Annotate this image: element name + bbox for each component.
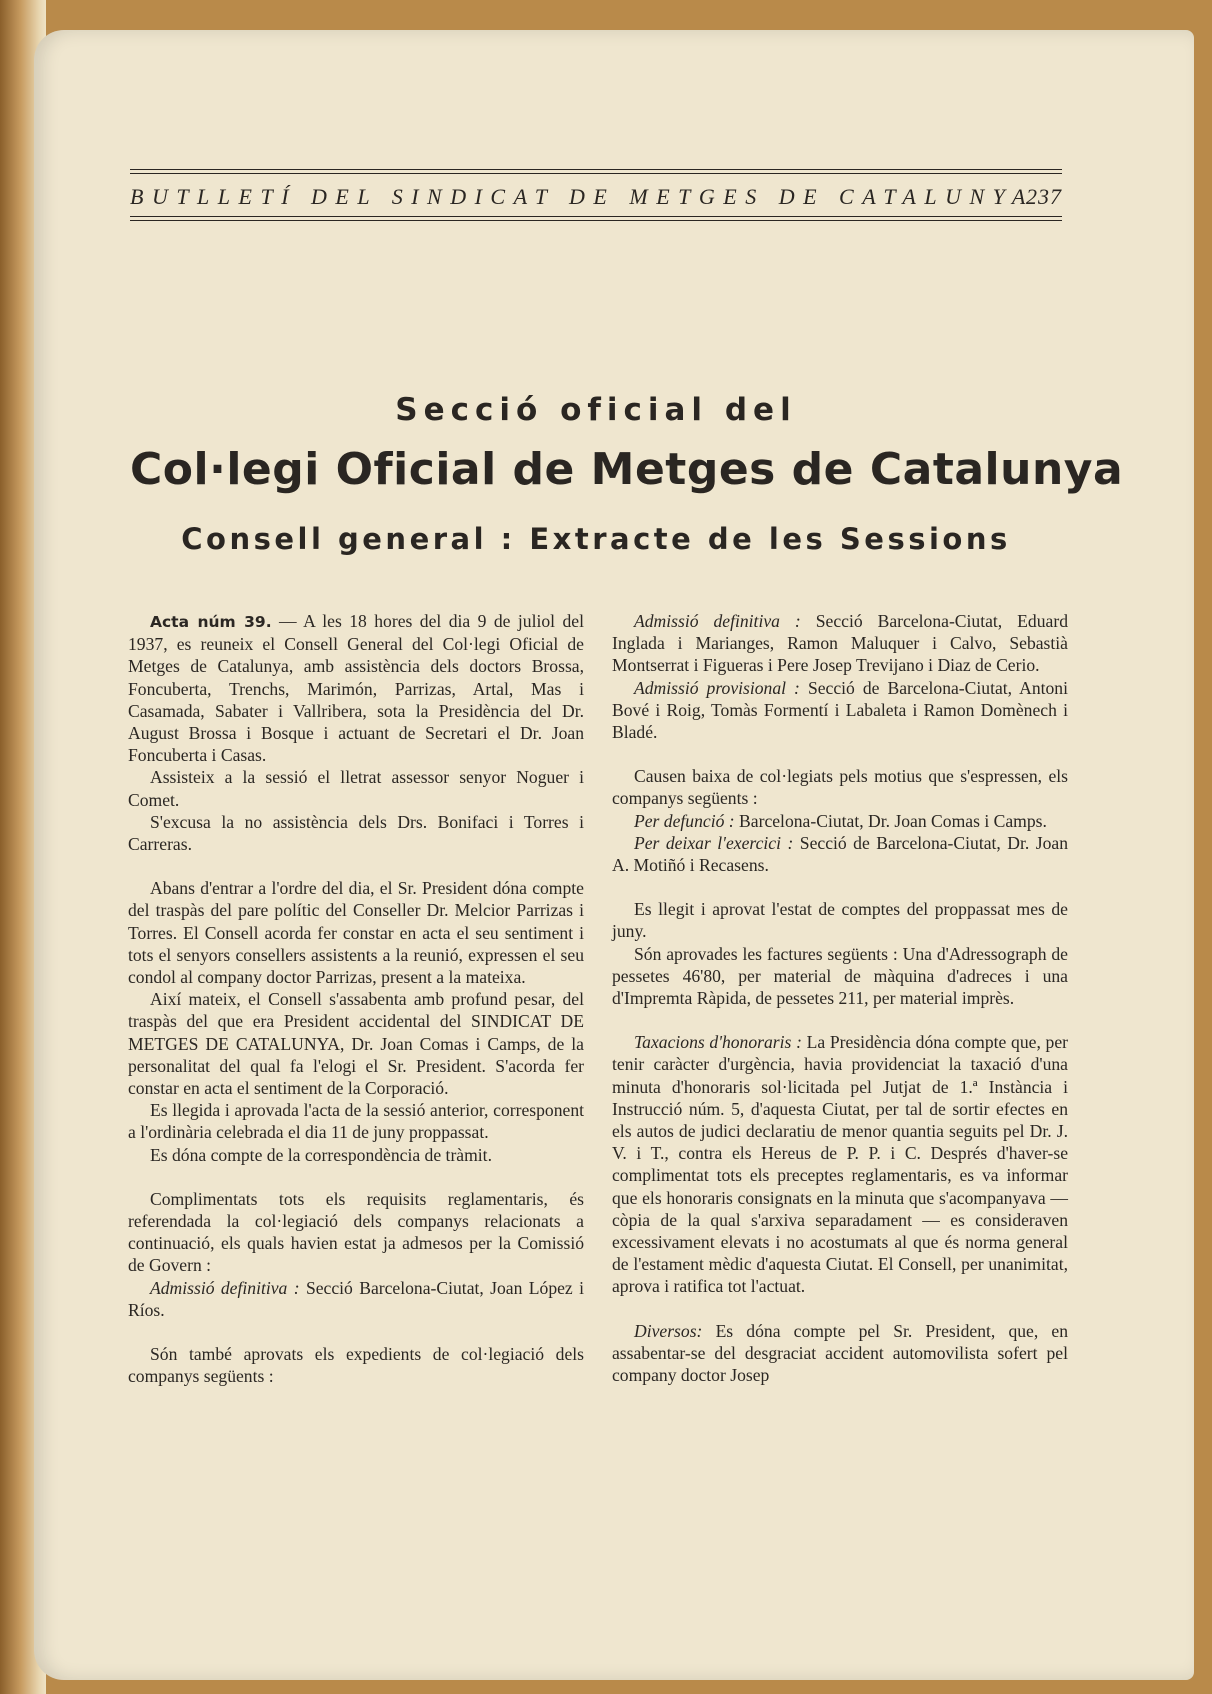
- paragraph: Admissió definitiva : Secció Barcelona-Ciutat, Eduard Inglada i Marianges, Ramon Maluquer i Calvo, Sebastià Montserrat i Figueras i Pere Josep Trevijano i Diaz de Cerio.: [612, 611, 1068, 676]
- paragraph: Taxacions d'honoraris : La Presidència dóna compte que, per tenir caràcter d'urgència, havia providenciat la taxació d'una minuta d'honoraris sol·licitada pel Jutjat de 1.ª Instància i Instrucció núm. 5, d'aquesta Ciutat, per tal de sortir efectes en els autos de judici declaratiu de menor quantia seguits pel Dr. J. V. i T., contra els Hereus de P. P. i C. Després d'haver-se complimentat tots els preceptes reglamentaris, es va informar que els honoraris consignats en la minuta que s'acompanyava — còpia de la qual s'arxiva separadament — es consideraven excessivament elevats i no acostumats al que és norma general de l'estament mèdic d'aquesta Ciutat. El Consell, per unanimitat, aprova i ratifica tot l'actuat.: [612, 1032, 1068, 1297]
- page-number: 237: [1026, 184, 1062, 209]
- paragraph: S'excusa la no assistència dels Drs. Bonifaci i Torres i Carreras.: [128, 811, 584, 855]
- paragraph: Abans d'entrar a l'ordre del dia, el Sr. President dóna compte del traspàs del pare polític del Conseller Dr. Melcior Parrizas i Torres. El Consell acorda fer constar en acta el seu sentiment i tots el senyors consellers assistents a la reunió, expressen el seu condol al company doctor Parrizas, present a la mateixa.: [128, 878, 584, 988]
- paragraph: Es llegida i aprovada l'acta de la sessió anterior, corresponent a l'ordinària celebrada el dia 11 de juny proppassat.: [128, 1100, 584, 1143]
- paragraph: Es llegit i aprovat l'estat de comptes del proppassat mes de juny.: [612, 899, 1068, 942]
- paragraph: Diversos: Es dóna compte pel Sr. President, que, en assabentar-se del desgraciat accident automovilista sofert pel company doctor Josep: [612, 1320, 1068, 1386]
- paragraph: Complimentats tots els requisits reglamentaris, és referendada la col·legiació dels companys relacionats a continuació, els quals havien estat ja admesos per la Comissió de Govern :: [128, 1188, 584, 1276]
- running-title: BUTLLETÍ DEL SINDICAT DE METGES DE CATALUNYA: [130, 184, 1034, 209]
- header-rule-bottom: [130, 216, 1062, 224]
- paragraph: Assisteix a la sessió el lletrat assessor senyor Noguer i Comet.: [128, 767, 584, 810]
- right-column: [612, 610, 1068, 1386]
- paragraph: Són també aprovats els expedients de col·legiació dels companys següents :: [128, 1344, 584, 1387]
- paragraph: Admissió definitiva : Secció Barcelona-Ciutat, Joan López i Ríos.: [128, 1277, 585, 1320]
- page-sheet: [34, 30, 1194, 1680]
- running-header: [130, 184, 1062, 214]
- paragraph: Es dóna compte de la correspondència de tràmit.: [150, 1144, 492, 1165]
- left-column: [128, 610, 584, 1388]
- paragraph: Són aprovades les factures següents : Una d'Adressograph de pessetes 46'80, per material de màquina d'adreces i una d'Impremta Ràpida, de pessetes 211, per material imprès.: [612, 943, 1068, 1009]
- act-number: Acta núm 39.: [150, 613, 272, 631]
- paragraph: Acta núm 39. — A les 18 hores del dia 9 de juliol del 1937, es reuneix el Consell General del Col·legi Oficial de Metges de Catalunya, amb assistència dels doctors Brossa, Foncuberta, Trenchs, Marimón, Parrizas, Artal, Mas i Casamada, Sabater i Vallribera, sota la Presidència del Dr. August Brossa i Bosque i actuant de Secretari el Dr. Joan Foncuberta i Casas.: [128, 611, 584, 766]
- paragraph: Així mateix, el Consell s'assabenta amb profund pesar, del traspàs del que era President accidental del SINDICAT DE METGES DE CATALUNYA, Dr. Joan Comas i Camps, de la personalitat del qual fa l'elogi el Sr. President. S'acorda fer constar en acta el sentiment de la Corporació.: [128, 989, 584, 1099]
- section-title: Secció oficial del: [395, 392, 797, 428]
- paragraph: Per deixar l'exercici : Secció de Barcelona-Ciutat, Dr. Joan A. Motiñó i Recasens.: [612, 832, 1069, 876]
- paragraph: Causen baixa de col·legiats pels motius que s'espressen, els companys següents :: [612, 766, 1068, 809]
- main-title: Col·legi Oficial de Metges de Catalunya: [130, 444, 1124, 495]
- paragraph: Admissió provisional : Secció de Barcelona-Ciutat, Antoni Bové i Roig, Tomàs Formentí i Labaleta i Ramon Domènech i Bladé.: [612, 677, 1068, 743]
- header-rule-top: [130, 169, 1062, 177]
- subtitle: Consell general : Extracte de les Sessions: [181, 522, 1011, 556]
- paragraph: Per defunció : Barcelona-Ciutat, Dr. Joan Comas i Camps.: [634, 810, 1047, 831]
